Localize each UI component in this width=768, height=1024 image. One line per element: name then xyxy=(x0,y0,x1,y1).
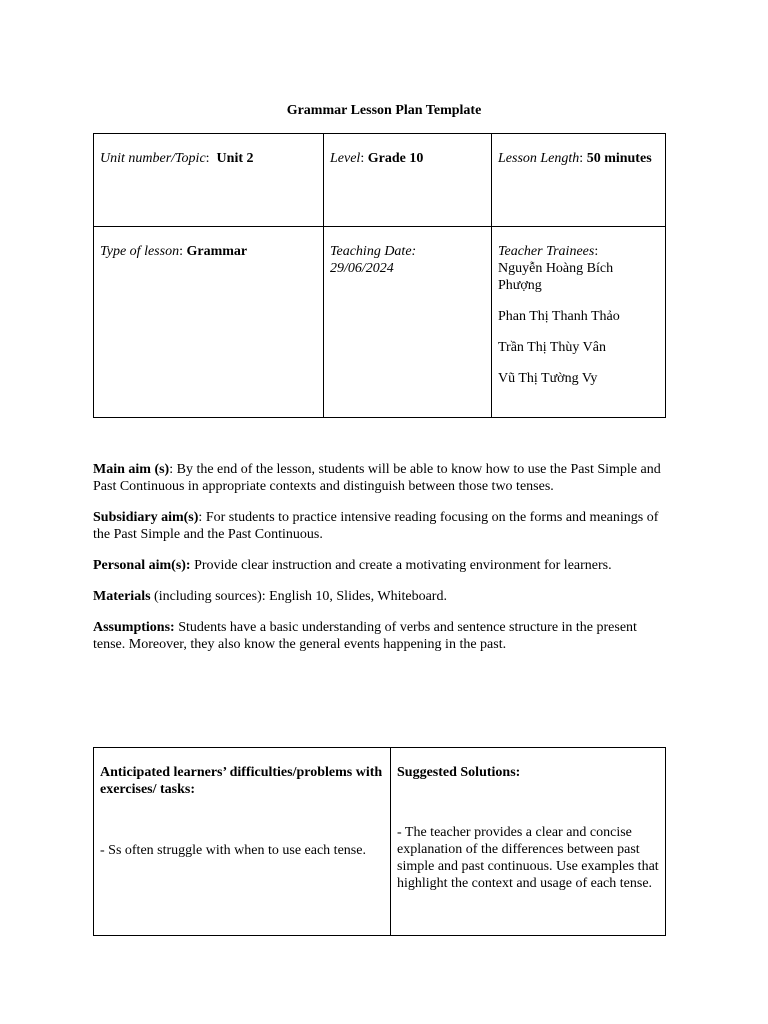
trainee-name: Nguyễn Hoàng Bích Phượng xyxy=(498,261,614,293)
main-aim-label: Main aim (s) xyxy=(93,462,170,477)
trainee-name: Trần Thị Thùy Vân xyxy=(498,340,606,355)
unit-label: Unit number/Topic xyxy=(100,151,206,166)
table-row xyxy=(94,748,666,936)
assumptions xyxy=(93,619,668,653)
table-row xyxy=(94,134,666,227)
level-value: Grade 10 xyxy=(367,151,424,166)
type-label: Type of lesson xyxy=(100,244,180,259)
problem-text: - Ss often struggle with when to use each tense. xyxy=(100,843,366,858)
subsidiary-aim-label: Subsidiary aim(s) xyxy=(93,510,199,525)
length-value: 50 minutes xyxy=(586,151,652,166)
assumptions-text: Students have a basic understanding of verbs and sentence structure in the present tense. Moreover, they also know the general events happening in the past. xyxy=(93,620,637,652)
page-title: Grammar Lesson Plan Template xyxy=(286,103,482,118)
trainee-name: Vũ Thị Tường Vy xyxy=(498,371,598,386)
aims-section xyxy=(93,461,668,667)
trainees-label: Teacher Trainees xyxy=(498,244,595,259)
solutions-cell xyxy=(391,748,666,936)
length-label: Lesson Length xyxy=(498,151,580,166)
lesson-info-table xyxy=(93,133,666,418)
unit-value: Unit 2 xyxy=(216,151,254,166)
problems-cell xyxy=(94,748,391,936)
trainees-cell: Teacher Trainees: Nguyễn Hoàng Bích Phượng Phan Thị Thanh Thảo Trần Thị Thùy Vân Vũ Thị Tường Vy xyxy=(492,227,666,418)
level-cell: Level: Grade 10 xyxy=(324,134,492,227)
date-cell xyxy=(324,227,492,418)
personal-aim-text: Provide clear instruction and create a motivating environment for learners. xyxy=(194,558,612,573)
main-aim-text: By the end of the lesson, students will be able to know how to use the Past Simple and Past Continuous in appropriate contexts and distinguish between those two tenses. xyxy=(93,462,661,494)
trainee-name: Phan Thị Thanh Thảo xyxy=(498,309,620,324)
difficulties-table xyxy=(93,747,666,936)
solutions-header: Suggested Solutions: xyxy=(397,765,521,780)
personal-aim-label: Personal aim(s): xyxy=(93,558,191,573)
assumptions-label: Assumptions: xyxy=(93,620,175,635)
materials xyxy=(93,588,668,605)
materials-text: (including sources): English 10, Slides, Whiteboard. xyxy=(154,589,447,604)
length-cell: Lesson Length: 50 minutes xyxy=(492,134,666,227)
personal-aim xyxy=(93,557,668,574)
subsidiary-aim-text: For students to practice intensive reading focusing on the forms and meanings of the Past Simple and the Past Continuous. xyxy=(93,510,659,542)
subsidiary-aim: Subsidiary aim(s): For students to practice intensive reading focusing on the forms and meanings of the Past Simple and the Past Continuous. xyxy=(93,510,659,542)
materials-label: Materials xyxy=(93,589,151,604)
type-cell: Type of lesson: Grammar xyxy=(94,227,324,418)
main-aim: Main aim (s): By the end of the lesson, students will be able to know how to use the Past Simple and Past Continuous in appropriate contexts and distinguish between those two tenses. xyxy=(93,462,661,494)
level-label: Level xyxy=(330,151,361,166)
unit-cell: Unit number/Topic: Unit 2 xyxy=(94,134,324,227)
problems-header: Anticipated learners’ difficulties/problems with exercises/ tasks: xyxy=(100,765,383,797)
type-value: Grammar xyxy=(186,244,248,259)
date-label: Teaching Date: xyxy=(330,244,417,259)
date-value: 29/06/2024 xyxy=(330,261,394,276)
solution-text: - The teacher provides a clear and concise explanation of the differences between past simple and past continuous. Use examples that highlight the context and usage of each tense. xyxy=(397,825,659,891)
table-row xyxy=(94,227,666,418)
